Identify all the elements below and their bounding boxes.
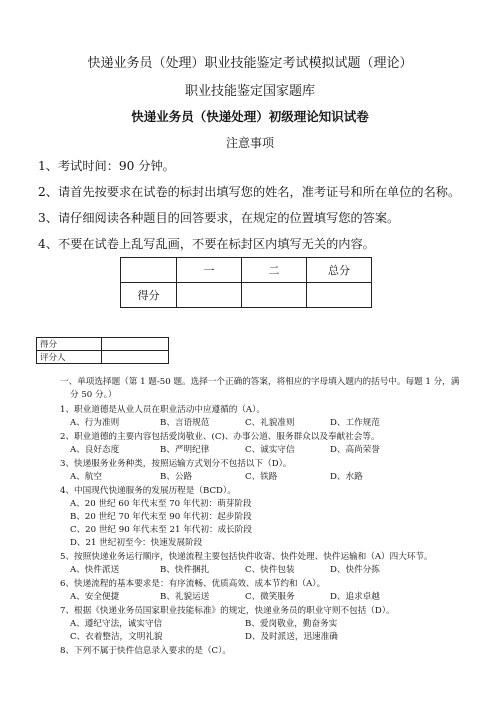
option: D、21 世纪初至今：快速发展阶段 bbox=[70, 538, 203, 548]
option: D、高尚荣誉 bbox=[330, 445, 380, 455]
question-stem: 5、按照快递业务运行顺序，快递流程主要包括快件收寄、快件处理、快件运输和（A）四大环节。 bbox=[60, 552, 433, 562]
option: D、快件分拣 bbox=[330, 565, 380, 575]
exam-title: 快递业务员（快递处理）初级理论知识试卷 bbox=[131, 109, 369, 124]
option: B、20 世纪 70 年代末至 90 年代初：起步阶段 bbox=[70, 512, 252, 522]
option: B、严明纪律 bbox=[160, 445, 210, 455]
note-item: 3、请仔细阅读各种题目的回答要求，在规定的位置填写您的答案。 bbox=[38, 211, 400, 225]
score-cell-total[interactable] bbox=[307, 283, 372, 308]
grader-cell-score[interactable] bbox=[102, 338, 169, 351]
option: C、20 世纪 90 年代末至 21 年代初：成长阶段 bbox=[70, 525, 252, 535]
option: C、衣着整洁，文明礼貌 bbox=[70, 632, 163, 642]
grader-label-score: 得分 bbox=[37, 338, 102, 351]
option: A、安全便捷 bbox=[70, 592, 120, 602]
question-stem: 6、快递流程的基本要求是：有序流畅、优质高效、成本节约和（A）。 bbox=[60, 579, 326, 589]
grader-table bbox=[36, 337, 169, 364]
note-item: 2、请首先按要求在试卷的标封出填写您的姓名，准考证号和所在单位的名称。 bbox=[38, 185, 461, 199]
score-row-label: 得分 bbox=[121, 283, 177, 308]
option: D、工作规范 bbox=[330, 418, 380, 428]
question-stem: 1、职业道德是从业人员在职业活动中应遵循的（A）。 bbox=[60, 405, 266, 415]
note-item: 1、考试时间：90 分钟。 bbox=[38, 159, 175, 173]
score-cell-part1[interactable] bbox=[177, 283, 242, 308]
question-stem: 2、职业道德的主要内容包括爱岗敬业、(C)、办事公道、服务群众以及奉献社会等。 bbox=[60, 432, 380, 442]
option: C、礼貌准则 bbox=[245, 418, 295, 428]
score-header-total: 总分 bbox=[307, 258, 372, 283]
question-stem: 7、根据《快递业务员国家职业技能标准》的规定，快递业务员的职业守则不包括（D）。 bbox=[60, 606, 395, 616]
score-header-blank bbox=[121, 258, 177, 283]
option: A、航空 bbox=[70, 472, 102, 482]
option: B、礼貌运送 bbox=[160, 592, 210, 602]
option: A、行为准则 bbox=[70, 418, 120, 428]
option: B、言语规范 bbox=[160, 418, 210, 428]
note-item: 4、不要在试卷上乱写乱画，不要在标封区内填写无关的内容。 bbox=[38, 237, 375, 251]
score-header-part2: 二 bbox=[242, 258, 307, 283]
document-subtitle: 职业技能鉴定国家题库 bbox=[184, 84, 315, 99]
option: C、诚实守信 bbox=[245, 445, 295, 455]
option: B、爱岗敬业，勤奋务实 bbox=[245, 619, 338, 629]
option: A、20 世纪 60 年代末至 70 年代初：萌芽阶段 bbox=[70, 499, 252, 509]
section-intro-cont: 分 50 分。） bbox=[70, 390, 117, 400]
option: D、追求卓越 bbox=[330, 592, 380, 602]
question-stem: 8、下列不属于快件信息录入要求的是（C）。 bbox=[60, 646, 232, 656]
question-stem: 3、快递服务业务种类，按照运输方式划分不包括以下（D）。 bbox=[60, 459, 292, 469]
option: B、快件捆扎 bbox=[160, 565, 210, 575]
notes-heading: 注意事项 bbox=[225, 136, 274, 150]
option: D、水路 bbox=[330, 472, 363, 482]
grader-cell-grader[interactable] bbox=[102, 351, 169, 364]
question-stem: 4、中国现代快递服务的发展历程是（BCD）。 bbox=[60, 486, 236, 496]
document-title: 快递业务员（处理）职业技能鉴定考试模拟试题（理论） bbox=[87, 56, 413, 71]
option: C、快件包装 bbox=[245, 565, 295, 575]
option: D、及时派送，迅速准确 bbox=[245, 632, 338, 642]
section-intro: 一、单项选择题（第 1 题-50 题。选择一个正确的答案，将相应的字母填入题内的括号中。每题 1 分，满 bbox=[60, 377, 460, 387]
option: C、铁路 bbox=[245, 472, 278, 482]
option: A、良好态度 bbox=[70, 445, 120, 455]
option: A、快件派送 bbox=[70, 565, 120, 575]
score-header-part1: 一 bbox=[177, 258, 242, 283]
score-table bbox=[120, 257, 372, 308]
score-cell-part2[interactable] bbox=[242, 283, 307, 308]
option: A、遵纪守法，诚实守信 bbox=[70, 619, 163, 629]
grader-label-grader: 评分人 bbox=[37, 351, 102, 364]
option: C、微笑服务 bbox=[245, 592, 295, 602]
option: B、公路 bbox=[160, 472, 193, 482]
